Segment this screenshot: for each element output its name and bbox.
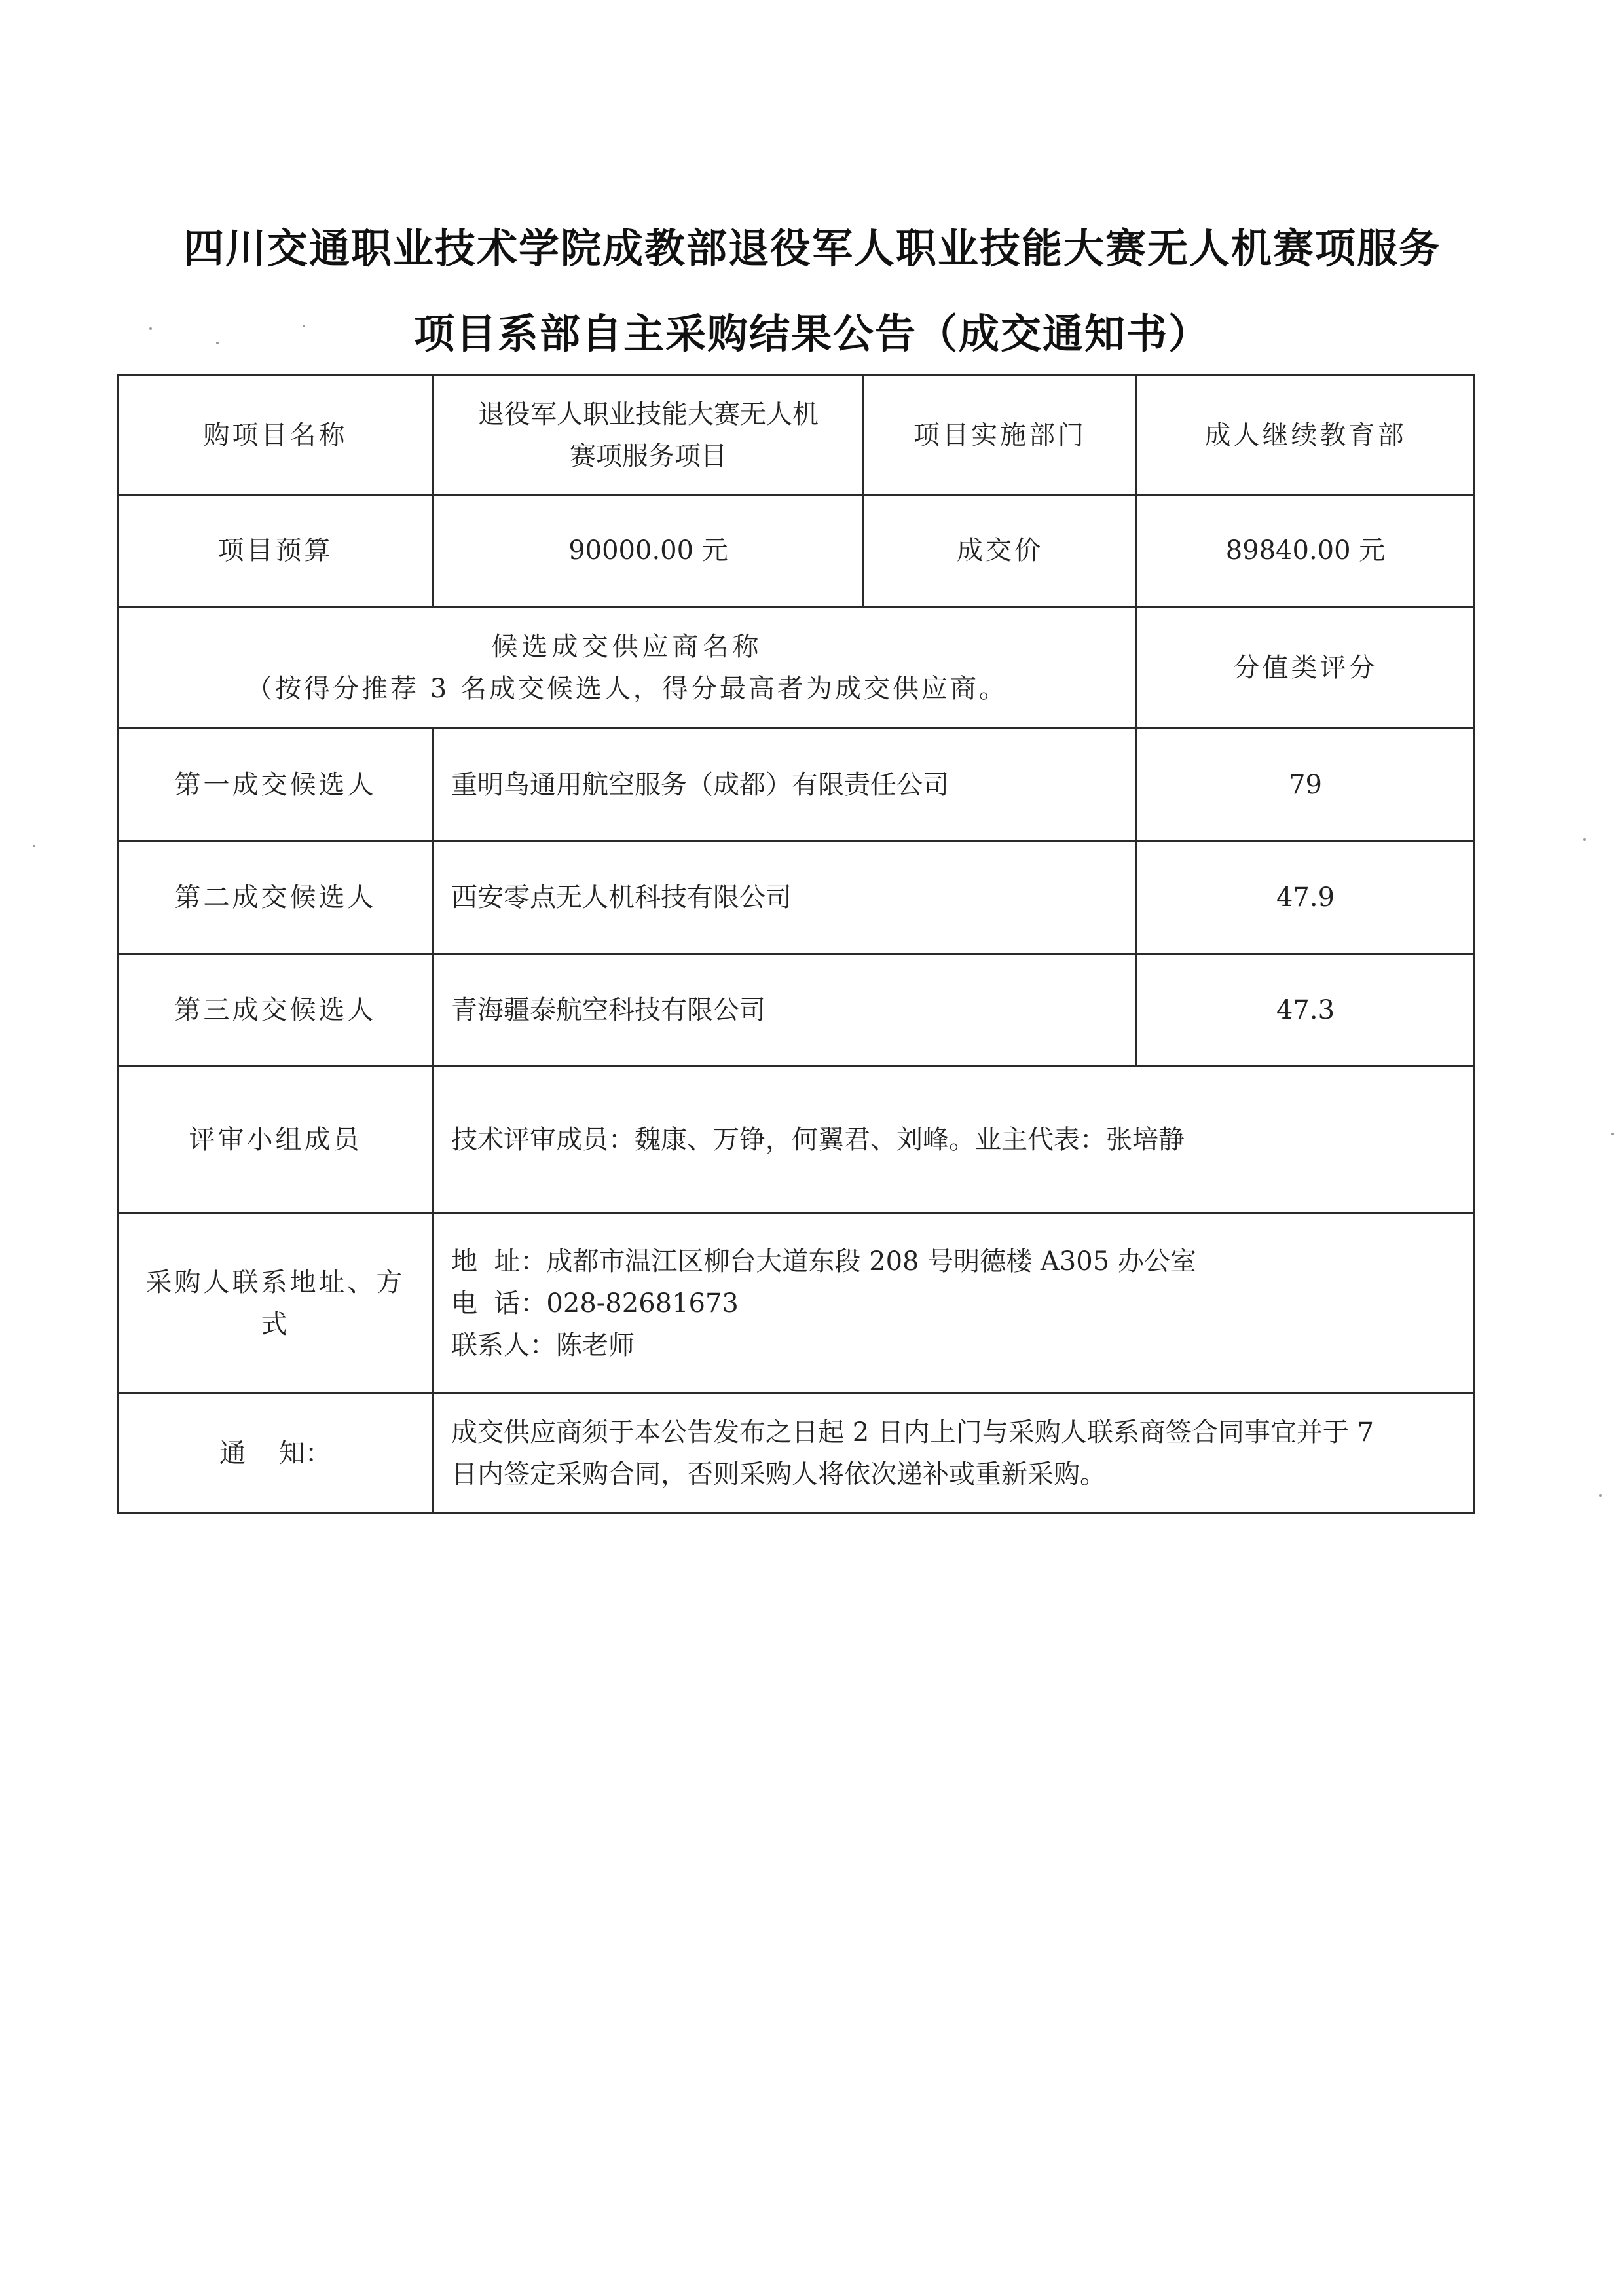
notice-value bbox=[434, 1393, 1475, 1514]
contact-address: 地 址：成都市温江区柳台大道东段 208 号明德楼 A305 办公室 bbox=[451, 1246, 1196, 1277]
scan-speck bbox=[1611, 1133, 1614, 1135]
candidate-2-rank: 第二成交候选人 bbox=[118, 841, 434, 954]
project-name-line-2: 赛项服务项目 bbox=[570, 441, 727, 471]
scan-speck bbox=[303, 325, 305, 327]
candidate-1-name: 重明鸟通用航空服务（成都）有限责任公司 bbox=[434, 729, 1137, 841]
candidate-1-score: 79 bbox=[1137, 729, 1475, 841]
procurement-result-table bbox=[117, 374, 1475, 1514]
table-row-candidate-3 bbox=[118, 954, 1475, 1066]
budget-label: 项目预算 bbox=[118, 495, 434, 607]
table-row-candidates-header bbox=[118, 607, 1475, 729]
contact-value bbox=[434, 1214, 1475, 1393]
table-row-contact bbox=[118, 1214, 1475, 1393]
candidates-header bbox=[118, 607, 1137, 729]
table-row-project-name bbox=[118, 376, 1475, 495]
scan-speck bbox=[1599, 1494, 1602, 1497]
notice-line-1: 成交供应商须于本公告发布之日起 2 日内上门与采购人联系商签合同事宜并于 7 bbox=[451, 1417, 1375, 1448]
notice-line-2: 日内签定采购合同，否则采购人将依次递补或重新采购。 bbox=[451, 1459, 1106, 1489]
candidate-3-score: 47.3 bbox=[1137, 954, 1475, 1066]
score-header: 分值类评分 bbox=[1137, 607, 1475, 729]
table-row-candidate-1 bbox=[118, 729, 1475, 841]
table-row-candidate-2 bbox=[118, 841, 1475, 954]
project-name-line-1: 退役军人职业技能大赛无人机 bbox=[478, 399, 819, 429]
scan-speck bbox=[33, 845, 35, 847]
table-row-review-panel bbox=[118, 1066, 1475, 1214]
candidate-3-rank: 第三成交候选人 bbox=[118, 954, 434, 1066]
project-name-label: 购项目名称 bbox=[118, 376, 434, 495]
candidate-2-score: 47.9 bbox=[1137, 841, 1475, 954]
document-title-line-2: 项目系部自主采购结果公告（成交通知书） bbox=[413, 310, 1210, 357]
candidate-2-name: 西安零点无人机科技有限公司 bbox=[434, 841, 1137, 954]
dept-value: 成人继续教育部 bbox=[1137, 376, 1475, 495]
review-panel-value: 技术评审成员：魏康、万铮，何翼君、刘峰。业主代表：张培静 bbox=[434, 1066, 1475, 1214]
candidates-header-line-2: （按得分推荐 3 名成交候选人，得分最高者为成交供应商。 bbox=[246, 673, 1008, 704]
candidate-1-rank: 第一成交候选人 bbox=[118, 729, 434, 841]
document-title-line-1: 四川交通职业技术学院成教部退役军人职业技能大赛无人机赛项服务 bbox=[183, 225, 1441, 272]
deal-price-value: 89840.00 元 bbox=[1137, 495, 1475, 607]
notice-label: 通 知： bbox=[118, 1393, 434, 1514]
candidate-3-name: 青海疆泰航空科技有限公司 bbox=[434, 954, 1137, 1066]
budget-value: 90000.00 元 bbox=[434, 495, 864, 607]
contact-person: 联系人：陈老师 bbox=[451, 1330, 635, 1360]
scan-speck bbox=[149, 327, 152, 330]
table-row-notice bbox=[118, 1393, 1475, 1514]
dept-label: 项目实施部门 bbox=[864, 376, 1137, 495]
project-name-value bbox=[434, 376, 864, 495]
candidates-header-line-1: 候选成交供应商名称 bbox=[491, 631, 763, 662]
contact-label: 采购人联系地址、方式 bbox=[118, 1214, 434, 1393]
scan-speck bbox=[216, 342, 219, 344]
review-panel-label: 评审小组成员 bbox=[118, 1066, 434, 1214]
contact-phone: 电 话：028-82681673 bbox=[451, 1288, 739, 1319]
scan-speck bbox=[1583, 838, 1586, 841]
table-row-budget bbox=[118, 495, 1475, 607]
deal-price-label: 成交价 bbox=[864, 495, 1137, 607]
